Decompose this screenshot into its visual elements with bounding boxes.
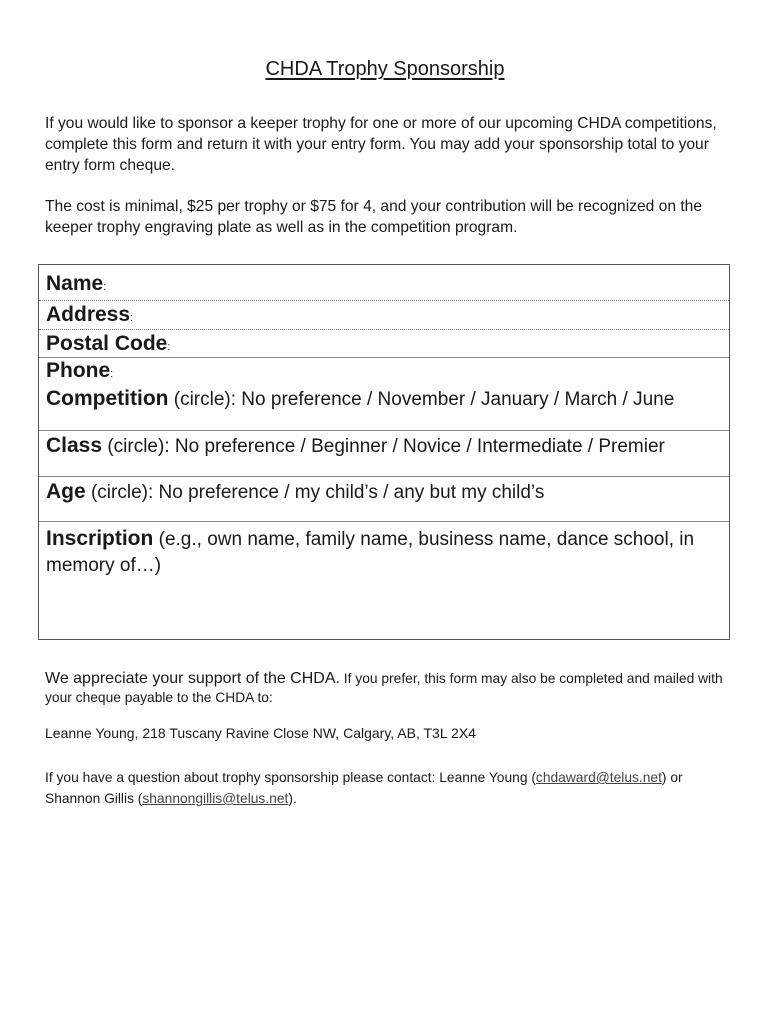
competition-options: (circle): No preference / November / January / March / June	[168, 389, 675, 410]
age-options: (circle): No preference / my child’s / any but my child’s	[85, 482, 545, 503]
phone-label: Phone	[46, 359, 111, 382]
phone-field[interactable]	[39, 358, 729, 384]
email-link-chdaward[interactable]: chdaward@telus.net	[535, 770, 662, 785]
mail-note-text: If you prefer, this form may also be completed and mailed with your cheque payable to the CHDA to:	[45, 671, 723, 705]
contact-suffix: ).	[288, 791, 297, 806]
class-label: Class	[46, 434, 103, 457]
intro-paragraph: If you would like to sponsor a keeper trophy for one or more of our upcoming CHDA competitions, complete this form and return it with your entry form. You may add your sponsorship total to your entry form cheque.	[45, 115, 717, 174]
inscription-field[interactable]	[39, 522, 729, 639]
competition-field[interactable]	[39, 384, 729, 431]
contact-mid: ) or Shannon Gillis (	[45, 770, 683, 806]
name-colon: :	[103, 281, 107, 293]
postal-colon: :	[167, 341, 171, 353]
name-field[interactable]	[39, 265, 729, 301]
email-link-shannon[interactable]: shannongillis@telus.net	[142, 791, 289, 806]
address-colon: :	[130, 312, 134, 324]
contact-prefix: If you have a question about trophy sponsorship please contact: Leanne Young (	[45, 770, 536, 785]
sponsorship-form	[38, 264, 730, 640]
name-label: Name	[46, 272, 104, 295]
page-title: CHDA Trophy Sponsorship	[265, 58, 505, 80]
phone-colon: :	[110, 368, 114, 380]
competition-label: Competition	[46, 387, 169, 410]
contact-note	[45, 767, 735, 809]
class-options: (circle): No preference / Beginner / Novice / Intermediate / Premier	[102, 436, 665, 457]
appreciation-note	[45, 669, 735, 707]
age-label: Age	[46, 480, 86, 503]
appreciation-text: We appreciate your support of the CHDA.	[45, 670, 340, 687]
age-field[interactable]	[39, 477, 729, 522]
class-field[interactable]	[39, 431, 729, 477]
mailing-address: Leanne Young, 218 Tuscany Ravine Close NW, Calgary, AB, T3L 2X4	[45, 725, 476, 741]
cost-paragraph: The cost is minimal, $25 per trophy or $75 for 4, and your contribution will be recognized on the keeper trophy engraving plate as well as in the competition program.	[45, 198, 703, 236]
inscription-hint: (e.g., own name, family name, business name, dance school, in memory of…)	[46, 529, 695, 576]
address-field[interactable]	[39, 301, 729, 330]
address-label: Address	[46, 303, 131, 326]
postal-code-label: Postal Code	[46, 332, 168, 355]
postal-code-field[interactable]	[39, 330, 729, 358]
inscription-label: Inscription	[46, 527, 154, 550]
